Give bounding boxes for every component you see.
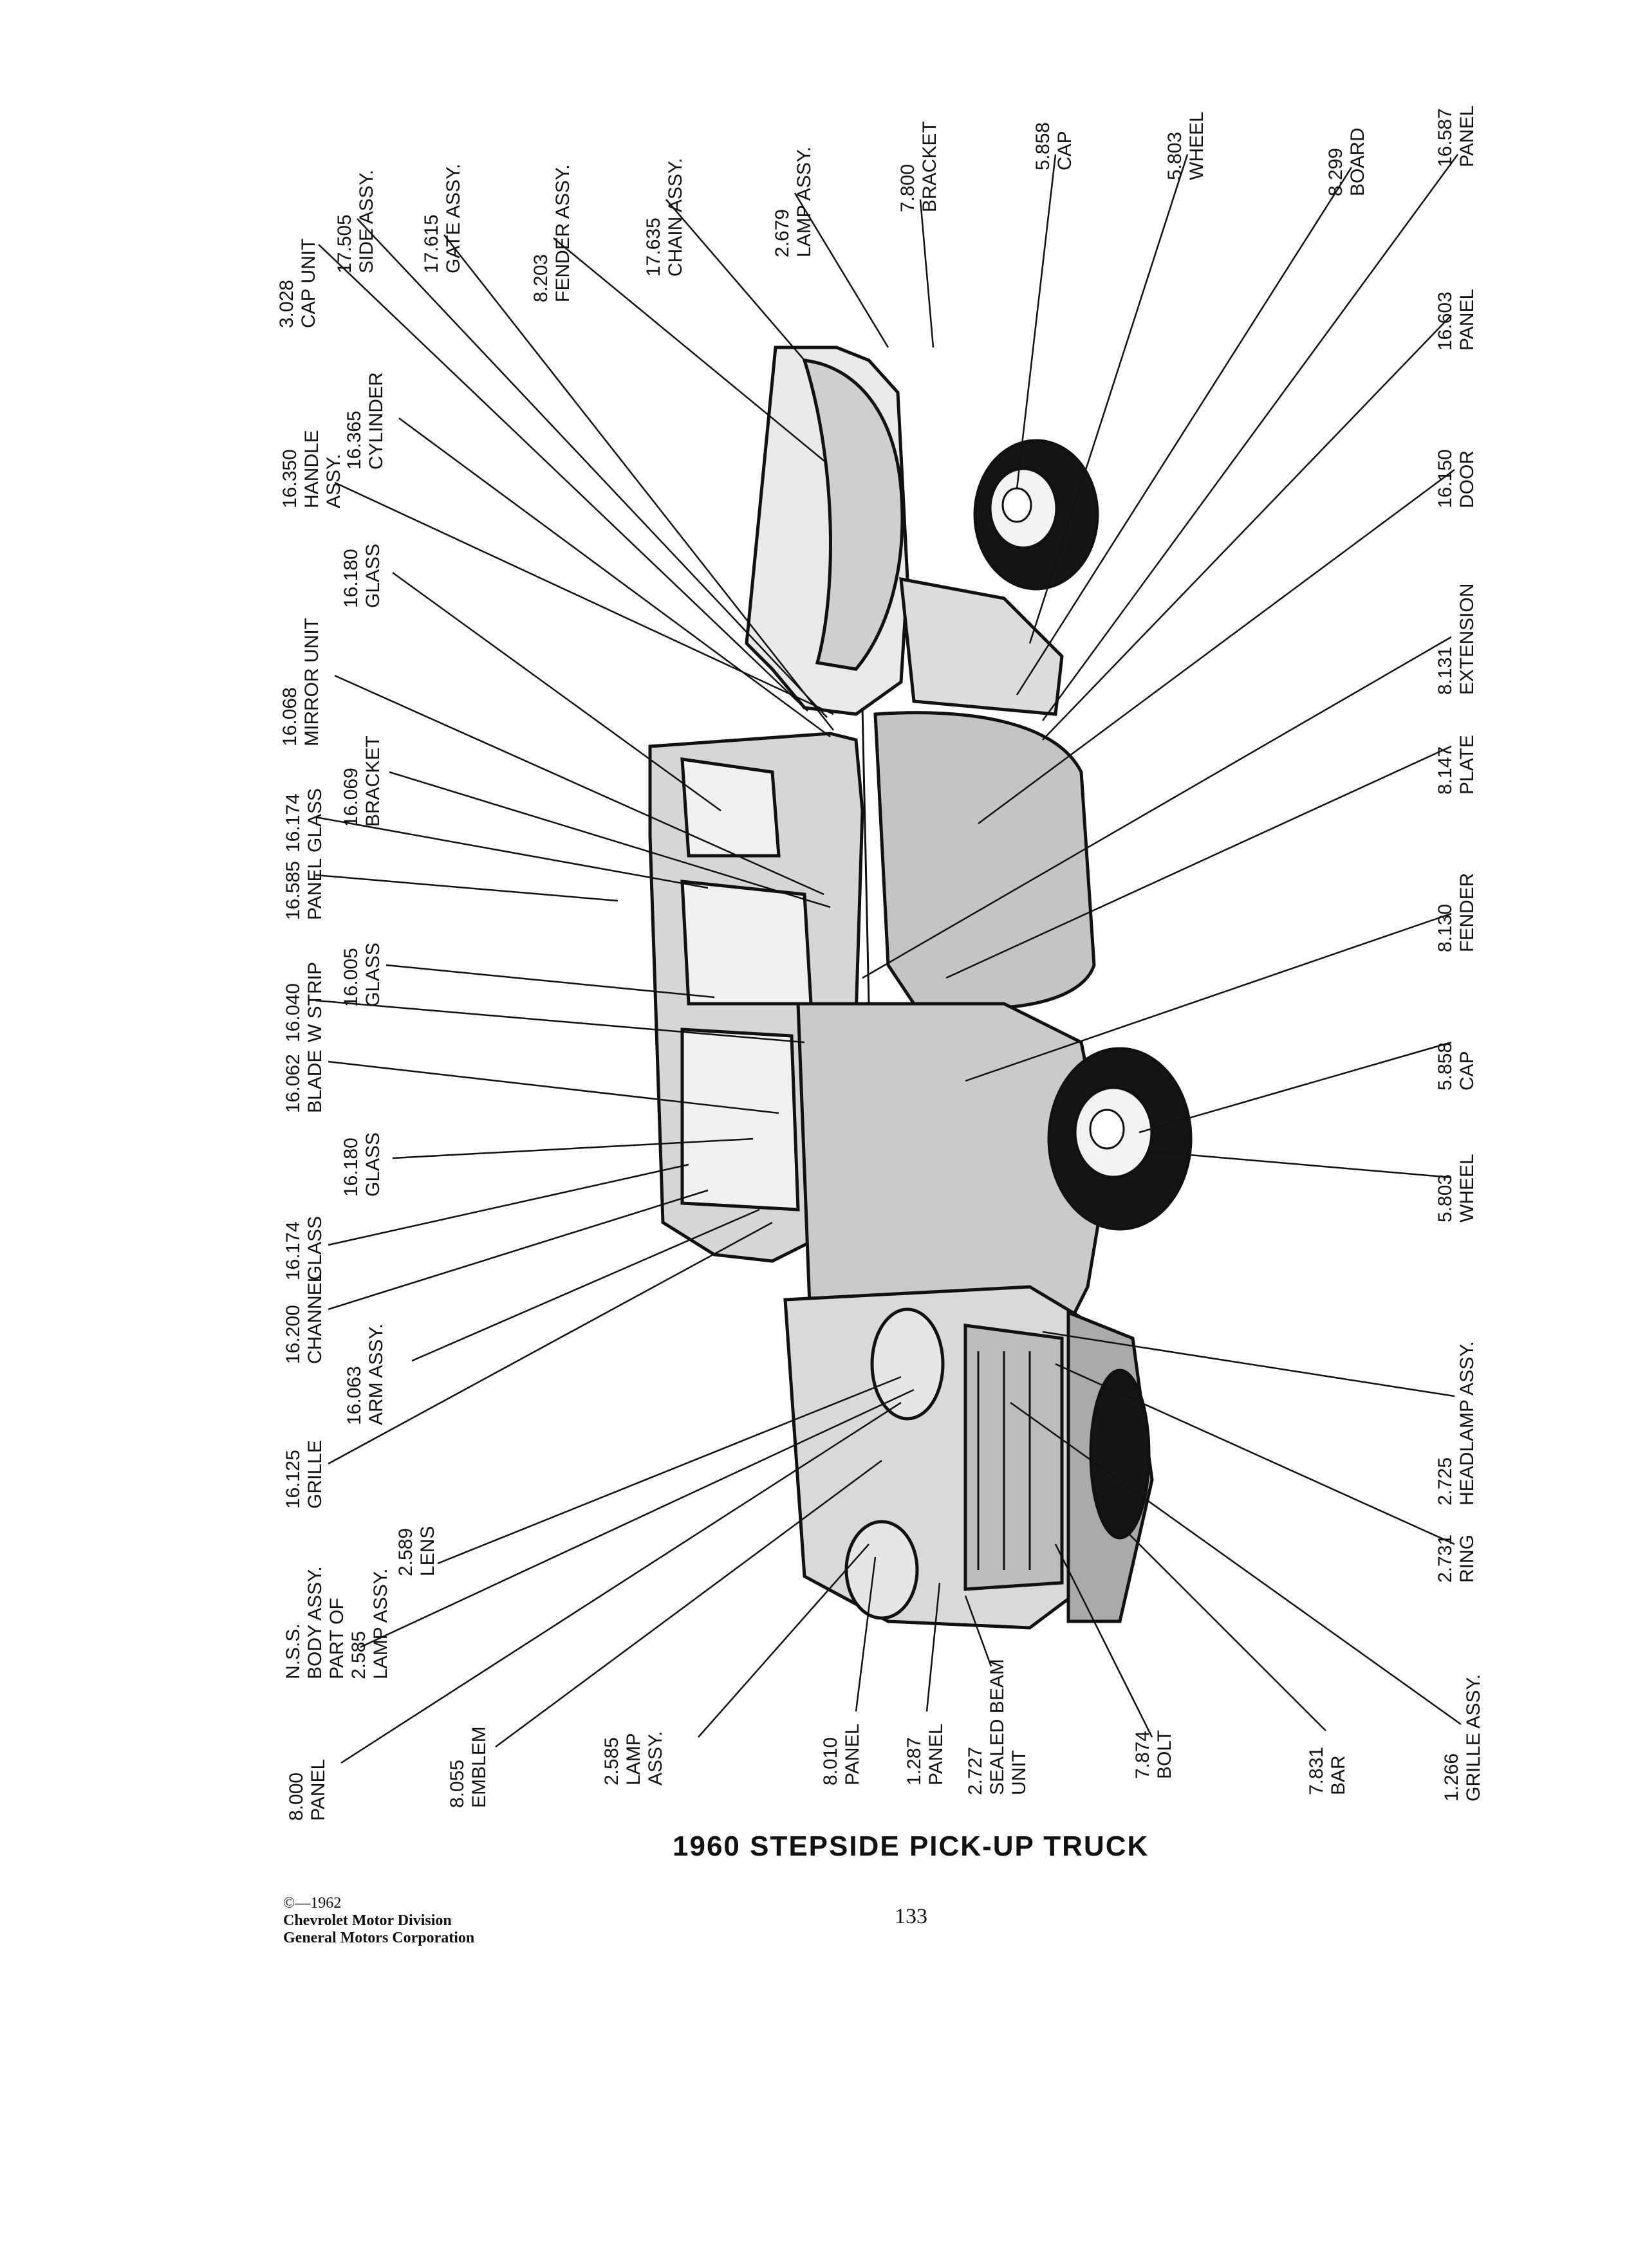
callout-16-174-upper [283, 788, 326, 853]
callout-2-585-lamp [601, 1731, 666, 1785]
callout-8-147-line-1: PLATE [1456, 735, 1478, 795]
callout-16-180-lower [340, 1132, 384, 1197]
callout-2-589-line-0: 2.589 [395, 1527, 416, 1576]
callout-5-803-front-line-1: WHEEL [1456, 1154, 1478, 1222]
callout-5-858-front-line-0: 5.858 [1435, 1042, 1456, 1091]
callout-16-200 [283, 1272, 326, 1364]
callout-16-180-lower-line-0: 16.180 [340, 1138, 362, 1197]
callout-1-266-line-1: GRILLE ASSY. [1463, 1674, 1484, 1802]
callout-1-287-line-0: 1.287 [904, 1737, 925, 1785]
callout-1-287-line-1: PANEL [925, 1723, 947, 1785]
callout-16-063-line-0: 16.063 [344, 1366, 365, 1425]
callout-16-040-line-1: W STRIP [304, 962, 326, 1042]
upper-headlamps [872, 1309, 943, 1419]
callout-8-010 [820, 1724, 863, 1785]
callout-16-587-line-1: PANEL [1456, 105, 1478, 167]
callout-2-589 [395, 1526, 438, 1576]
callout-16-587-line-0: 16.587 [1435, 108, 1456, 167]
callout-16-069-line-0: 16.069 [340, 768, 362, 827]
callout-8-131 [1435, 584, 1478, 695]
callout-8-130 [1435, 873, 1478, 952]
callout-5-803-front [1435, 1154, 1478, 1222]
callout-3-028-line-0: 3.028 [276, 279, 297, 328]
callout-16-068-line-0: 16.068 [279, 687, 301, 746]
callout-16-350 [279, 430, 344, 508]
callout-16-069-line-1: BRACKET [362, 735, 384, 827]
callout-16-365-line-1: CYLINDER [366, 372, 387, 470]
callout-8-000-line-1: PANEL [308, 1758, 329, 1821]
callout-7-874 [1132, 1730, 1175, 1779]
callout-2-585-lamp-line-0: 2.585 [601, 1737, 622, 1785]
callout-8-203 [530, 164, 573, 302]
callout-16-040-line-0: 16.040 [283, 983, 304, 1042]
callout-16-603 [1435, 289, 1478, 351]
callout-1-287 [904, 1724, 947, 1785]
callout-8-000-line-0: 8.000 [286, 1772, 307, 1821]
callout-7-831-line-1: BAR [1328, 1755, 1349, 1795]
callout-2-679-line-0: 2.679 [772, 208, 793, 257]
callout-7-874-line-0: 7.874 [1132, 1730, 1153, 1779]
callout-5-858-rear-line-0: 5.858 [1032, 122, 1054, 171]
callout-8-203-line-0: 8.203 [530, 254, 552, 302]
truck-illustration [650, 347, 1191, 1628]
callout-16-350-line-0: 16.350 [279, 449, 301, 508]
callout-7-800 [897, 121, 940, 212]
callout-8-010-line-0: 8.010 [820, 1737, 841, 1785]
callout-nss-line-4: LAMP ASSY. [370, 1568, 391, 1679]
callout-8-147 [1435, 735, 1478, 795]
callout-16-365-line-0: 16.365 [344, 410, 365, 470]
callout-2-727-line-2: UNIT [1009, 1750, 1030, 1795]
callout-17-635-line-0: 17.635 [643, 217, 664, 277]
callout-16-125-line-1: GRILLE [304, 1440, 326, 1509]
publisher-line-1: Chevrolet Motor Division [283, 1912, 452, 1929]
callout-17-615-line-1: GATE ASSY. [443, 163, 464, 273]
callout-16-125 [283, 1440, 326, 1509]
callout-8-010-line-1: PANEL [842, 1723, 863, 1785]
callout-nss [283, 1566, 391, 1679]
callout-16-063-line-1: ARM ASSY. [366, 1323, 387, 1425]
side-window [682, 881, 811, 1004]
windshield [682, 1029, 798, 1210]
callout-2-731-line-0: 2.731 [1435, 1534, 1456, 1583]
door [875, 713, 1094, 1009]
lower-headlamps [846, 1522, 917, 1618]
callout-16-062-line-1: BLADE [304, 1049, 326, 1113]
callout-16-587 [1435, 106, 1478, 167]
callout-16-062 [283, 1050, 326, 1113]
publisher-line-2: General Motors Corporation [283, 1930, 475, 1946]
callout-16-150-line-1: DOOR [1456, 450, 1478, 508]
callout-16-180-upper-line-1: GLASS [362, 543, 384, 608]
callout-5-803-front-line-0: 5.803 [1435, 1174, 1456, 1222]
callout-8-147-line-0: 8.147 [1435, 746, 1456, 795]
callout-16-040 [283, 962, 326, 1042]
callout-3-028 [276, 239, 319, 328]
callout-16-150 [1435, 449, 1478, 508]
callout-16-069 [340, 735, 384, 827]
callout-16-005-line-0: 16.005 [340, 948, 362, 1007]
callout-16-174-lower-line-1: GLASS [304, 1215, 326, 1280]
callout-8-299-line-1: BOARD [1347, 127, 1368, 196]
callout-17-505-line-0: 17.505 [334, 214, 355, 273]
callout-16-585 [283, 858, 326, 920]
callout-17-615-line-0: 17.615 [421, 214, 442, 273]
callout-2-725 [1435, 1341, 1478, 1506]
callout-7-800-line-1: BRACKET [919, 121, 940, 212]
callout-2-727 [965, 1659, 1030, 1795]
callout-2-727-line-1: SEALED BEAM [987, 1659, 1008, 1795]
callout-16-174-upper-line-1: GLASS [304, 788, 326, 853]
callout-8-000 [286, 1759, 329, 1821]
callout-2-731 [1435, 1535, 1478, 1583]
callout-8-131-line-0: 8.131 [1435, 646, 1456, 695]
callout-16-125-line-0: 16.125 [283, 1450, 304, 1509]
callout-5-803-rear [1164, 111, 1207, 180]
callout-16-585-line-1: PANEL [304, 858, 326, 920]
callout-2-731-line-1: RING [1456, 1535, 1478, 1583]
callout-8-130-line-0: 8.130 [1435, 903, 1456, 952]
callout-17-635-line-1: CHAIN ASSY. [665, 158, 686, 277]
callout-1-266-line-0: 1.266 [1441, 1753, 1462, 1802]
callout-16-180-upper [340, 544, 384, 608]
rear-window [682, 759, 779, 856]
callout-7-874-line-1: BOLT [1154, 1729, 1175, 1779]
callout-17-505-line-1: SIDE ASSY. [356, 169, 377, 273]
callout-16-068-line-1: MIRROR UNIT [301, 618, 322, 746]
callout-2-585-lamp-line-2: ASSY. [645, 1731, 666, 1785]
callout-nss-line-3: 2.585 [348, 1630, 369, 1679]
callout-16-365 [344, 372, 387, 470]
callout-8-055-line-0: 8.055 [447, 1759, 468, 1808]
copyright-mark: ©—1962 [283, 1895, 342, 1912]
callout-nss-line-0: N.S.S. [283, 1623, 304, 1679]
callout-16-005 [340, 943, 384, 1007]
callout-2-585-lamp-line-1: LAMP [623, 1733, 644, 1785]
callout-8-130-line-1: FENDER [1456, 872, 1478, 952]
callout-2-725-line-1: HEADLAMP ASSY. [1456, 1341, 1478, 1506]
callout-7-831 [1306, 1747, 1349, 1795]
callout-8-203-line-1: FENDER ASSY. [552, 164, 573, 302]
callout-5-803-rear-line-0: 5.803 [1164, 131, 1185, 180]
callout-16-063 [344, 1323, 387, 1425]
callout-16-174-lower [283, 1216, 326, 1280]
callout-16-350-line-2: ASSY. [323, 454, 344, 508]
callout-16-603-line-0: 16.603 [1435, 291, 1456, 351]
callout-17-505 [334, 170, 377, 273]
callout-5-803-rear-line-1: WHEEL [1186, 111, 1207, 180]
callout-16-585-line-0: 16.585 [283, 861, 304, 920]
callout-16-062-line-0: 16.062 [283, 1054, 304, 1113]
running-board [901, 579, 1062, 714]
callout-16-005-line-1: GLASS [362, 942, 384, 1007]
callout-8-299 [1325, 127, 1368, 196]
callout-5-858-rear-line-1: CAP [1054, 131, 1075, 171]
grille [965, 1325, 1062, 1589]
callout-16-174-upper-line-0: 16.174 [283, 793, 304, 853]
callout-8-131-line-1: EXTENSION [1456, 583, 1478, 695]
callout-3-028-line-1: CAP UNIT [298, 238, 319, 328]
callout-1-266 [1441, 1674, 1484, 1802]
callout-8-299-line-0: 8.299 [1325, 147, 1346, 196]
callout-17-635 [643, 158, 686, 277]
callout-nss-line-2: PART OF [326, 1598, 348, 1679]
callout-2-725-line-0: 2.725 [1435, 1457, 1456, 1506]
callout-7-831-line-0: 7.831 [1306, 1746, 1327, 1795]
callout-16-068 [279, 618, 322, 746]
callout-16-200-line-0: 16.200 [283, 1305, 304, 1364]
callout-16-150-line-0: 16.150 [1435, 449, 1456, 508]
callout-16-350-line-1: HANDLE [301, 430, 322, 508]
callout-16-180-upper-line-0: 16.180 [340, 549, 362, 608]
callout-5-858-front [1435, 1042, 1478, 1091]
callout-16-200-line-1: CHANNEL [304, 1271, 326, 1364]
callout-2-679-line-1: LAMP ASSY. [794, 146, 815, 257]
callout-2-727-line-0: 2.727 [965, 1746, 986, 1795]
callout-nss-line-1: BODY ASSY. [304, 1566, 326, 1679]
callout-8-055-line-1: EMBLEM [469, 1726, 490, 1808]
callout-5-858-front-line-1: CAP [1456, 1051, 1478, 1091]
callout-17-615 [421, 163, 464, 273]
diagram-title: 1960 STEPSIDE PICK-UP TRUCK [673, 1830, 1149, 1862]
callout-16-603-line-1: PANEL [1456, 288, 1478, 351]
callout-8-055 [447, 1726, 490, 1808]
callout-2-679 [772, 147, 815, 257]
callout-16-180-lower-line-1: GLASS [362, 1132, 384, 1197]
callout-2-589-line-1: LENS [417, 1526, 438, 1576]
callout-16-174-lower-line-0: 16.174 [283, 1221, 304, 1280]
callout-5-858-rear [1032, 122, 1075, 171]
page-number: 133 [895, 1904, 927, 1928]
callout-7-800-line-0: 7.800 [897, 163, 918, 212]
